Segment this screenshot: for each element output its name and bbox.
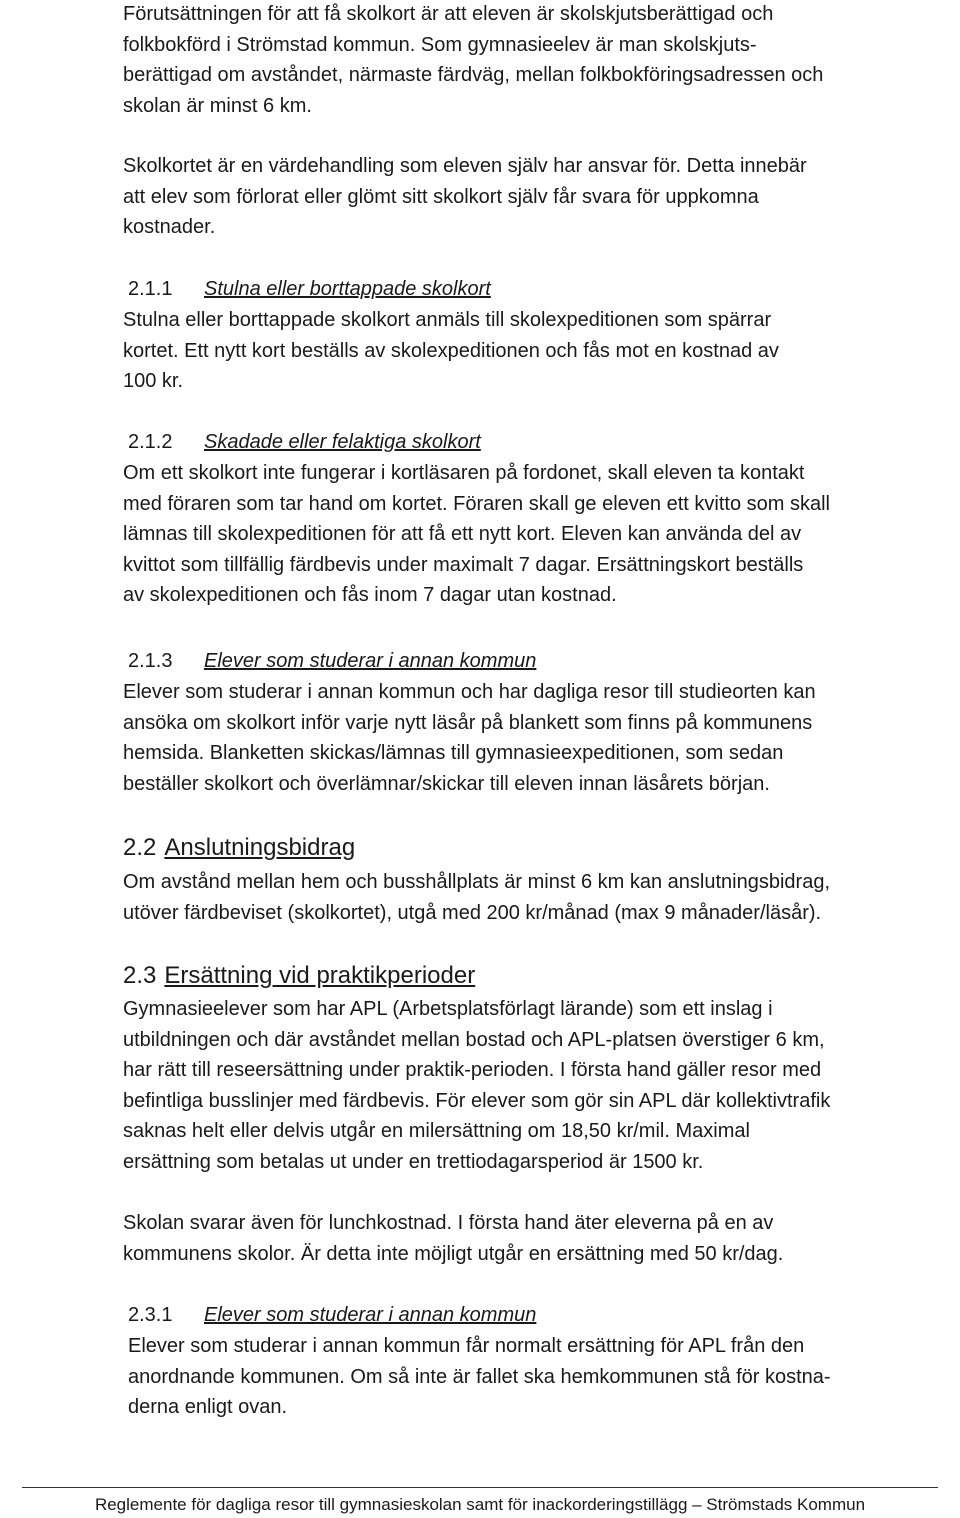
text-line: utbildningen och där avståndet mellan bostad och APL-platsen överstiger 6 km, xyxy=(123,1028,825,1051)
text-line: Om ett skolkort inte fungerar i kortläsaren på fordonet, skall eleven ta kontakt xyxy=(123,462,805,484)
heading-title: Ersättning vid praktikperioder xyxy=(164,962,476,989)
text-line: Gymnasieelever som har APL (Arbetsplatsförlagt lärande) som ett inslag i xyxy=(123,998,773,1020)
text-line: 100 kr. xyxy=(123,370,184,392)
heading-title: Anslutningsbidrag xyxy=(164,834,356,861)
text-line: folkbokförd i Strömstad kommun. Som gymnasieelev är man skolskjuts- xyxy=(123,33,757,56)
text-line: lämnas till skolexpeditionen för att få ett nytt kort. Eleven kan använda del av xyxy=(123,523,802,545)
paragraph-apl-other-municipality xyxy=(128,1331,958,1423)
heading-title: Elever som studerar i annan kommun xyxy=(204,650,537,672)
text-line: med föraren som tar hand om kortet. Föraren skall ge eleven ett kvitto som skall xyxy=(123,492,830,515)
paragraph-anslutningsbidrag xyxy=(123,867,953,928)
text-line: kommunens skolor. Är detta inte möjligt utgår en ersättning med 50 kr/dag. xyxy=(123,1242,784,1265)
text-line: anordnande kommunen. Om så inte är fallet ska hemkommunen stå för kostna- xyxy=(128,1365,831,1388)
text-line: Om avstånd mellan hem och busshållplats är minst 6 km kan anslutningsbidrag, xyxy=(123,871,831,893)
text-line: Förutsättningen för att få skolkort är att eleven är skolskjutsberättigad och xyxy=(123,3,774,25)
paragraph-other-municipality xyxy=(123,677,953,799)
paragraph-apl-compensation xyxy=(123,994,953,1177)
heading-title: Elever som studerar i annan kommun xyxy=(204,1304,537,1326)
heading-title: Stulna eller borttappade skolkort xyxy=(204,278,491,300)
paragraph-damaged-cards xyxy=(123,458,953,611)
text-line: derna enligt ovan. xyxy=(128,1396,288,1418)
heading-number: 2.1.1 xyxy=(128,278,173,300)
heading-2-2 xyxy=(123,832,355,864)
text-line: befintliga busslinjer med färdbevis. För elever som gör sin APL där kollektivtrafik xyxy=(123,1089,831,1112)
heading-2-3 xyxy=(123,960,475,992)
heading-2-1-2 xyxy=(128,427,481,457)
text-line: berättigad om avståndet, närmaste färdväg, mellan folkbokföringsadressen och xyxy=(123,64,824,86)
text-line: Stulna eller borttappade skolkort anmäls till skolexpeditionen som spärrar xyxy=(123,309,772,331)
text-line: Elever som studerar i annan kommun får normalt ersättning för APL från den xyxy=(128,1335,805,1357)
paragraph-lunch xyxy=(123,1208,953,1269)
text-line: beställer skolkort och överlämnar/skickar till eleven innan läsårets början. xyxy=(123,772,770,795)
text-line: av skolexpeditionen och fås inom 7 dagar utan kostnad. xyxy=(123,584,617,606)
text-line: utöver färdbeviset (skolkortet), utgå med 200 kr/månad (max 9 månader/läsår). xyxy=(123,901,822,924)
text-line: har rätt till reseersättning under praktik-perioden. I första hand gäller resor med xyxy=(123,1059,822,1081)
text-line: Skolkortet är en värdehandling som eleven själv har ansvar för. Detta innebär xyxy=(123,155,807,177)
footer-divider xyxy=(22,1487,938,1488)
heading-2-1-1 xyxy=(128,274,491,304)
paragraph-lost-cards xyxy=(123,305,953,397)
heading-number: 2.1.3 xyxy=(128,650,173,672)
text-line: Elever som studerar i annan kommun och har dagliga resor till studieorten kan xyxy=(123,681,816,703)
paragraph-skolkort-responsibility xyxy=(123,151,953,243)
text-line: saknas helt eller delvis utgår en milersättning om 18,50 kr/mil. Maximal xyxy=(123,1120,750,1142)
text-line: skolan är minst 6 km. xyxy=(123,94,312,117)
text-line: ersättning som betalas ut under en trettiodagarsperiod är 1500 kr. xyxy=(123,1150,704,1173)
heading-number: 2.1.2 xyxy=(128,431,173,453)
heading-title: Skadade eller felaktiga skolkort xyxy=(204,431,481,453)
text-line: kostnader. xyxy=(123,216,216,238)
heading-number: 2.3.1 xyxy=(128,1304,173,1326)
text-line: Skolan svarar även för lunchkostnad. I första hand äter eleverna på en av xyxy=(123,1212,774,1234)
paragraph-skolkort-requirements xyxy=(123,0,953,121)
text-line: att elev som förlorat eller glömt sitt skolkort själv får svara för uppkomna xyxy=(123,185,759,208)
heading-2-1-3 xyxy=(128,646,536,676)
heading-number: 2.2 xyxy=(123,834,157,861)
heading-2-3-1 xyxy=(128,1300,536,1330)
text-line: kortet. Ett nytt kort beställs av skolexpeditionen och fås mot en kostnad av xyxy=(123,339,779,362)
text-line: kvittot som tillfällig färdbevis under maximalt 7 dagar. Ersättningskort beställs xyxy=(123,553,804,576)
page-footer: Reglemente för dagliga resor till gymnasieskolan samt för inackorderingstillägg – Strömstads Kommun xyxy=(94,1495,866,1514)
text-line: ansöka om skolkort inför varje nytt läsår på blankett som finns på kommunens xyxy=(123,711,813,734)
text-line: hemsida. Blanketten skickas/lämnas till gymnasieexpeditionen, som sedan xyxy=(123,742,784,764)
heading-number: 2.3 xyxy=(123,962,157,989)
